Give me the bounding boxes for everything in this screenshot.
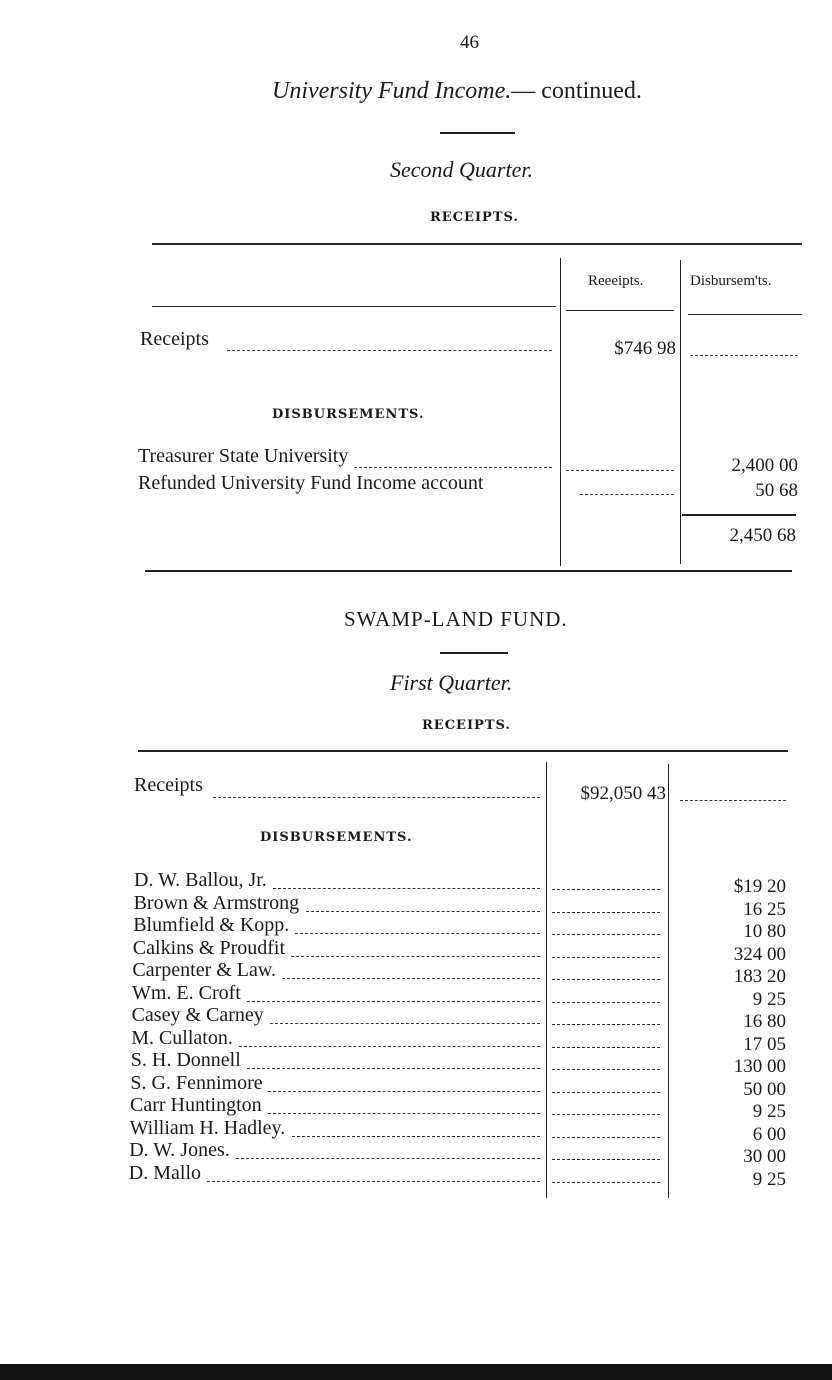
sec2-disb-leader-12 [236, 1158, 540, 1159]
sec2-disb-amount-7: 17 05 [743, 1033, 786, 1055]
sec1-col-disbursements: Disbursem'ts. [690, 273, 772, 289]
sec1-table-top-rule [152, 243, 802, 245]
sec1-disb-label-1: Refunded University Fund Income account [138, 472, 487, 495]
sec2-receipts-label: Receipts [134, 774, 207, 797]
sec2-disb-blank-2 [552, 934, 660, 935]
sec1-disb-label-0: Treasurer State University [138, 445, 352, 468]
sec1-header-rule-left [152, 306, 556, 307]
sec2-disb-blank-7 [552, 1047, 660, 1048]
sec2-disb-label-2: Blumfield & Kopp. [133, 914, 293, 937]
sec1-quarter-title: Second Quarter. [390, 157, 533, 182]
sec2-disb-amount-8: 130 00 [733, 1056, 786, 1077]
sec1-total-rule [682, 514, 796, 516]
heading-rest: — continued. [511, 78, 642, 104]
sec2-disb-amount-4: 183 20 [733, 966, 786, 987]
sec1-header-rule-right [688, 314, 802, 315]
sec2-disb-leader-1 [306, 911, 540, 912]
sec2-disb-leader-9 [268, 1091, 540, 1092]
sec2-disb-amount-2: 10 80 [743, 921, 786, 942]
sec2-disb-label-9: S. G. Fennimore [130, 1072, 266, 1095]
sec2-disb-leader-2 [295, 933, 540, 934]
sec1-receipts-amount: $746 98 [614, 338, 676, 359]
sec1-col-receipts: Reeeipts. [588, 273, 644, 289]
sec2-disb-blank-5 [552, 1002, 660, 1003]
sec2-disb-amount-10: 9 25 [752, 1101, 786, 1122]
sec2-disb-label-7: M. Cullaton. [131, 1027, 237, 1050]
sec2-disb-blank-10 [552, 1114, 660, 1115]
sec2-disb-blank-12 [552, 1159, 660, 1160]
sec2-disb-leader-5 [247, 1001, 540, 1002]
sec2-disb-amount-1: 16 25 [743, 898, 786, 920]
sec2-disb-leader-7 [239, 1046, 540, 1047]
sec2-disb-label-6: Casey & Carney [132, 1004, 268, 1027]
sec2-disb-amount-9: 50 00 [743, 1078, 786, 1100]
sec2-disb-amount-0: $19 20 [733, 876, 786, 897]
sec1-disb-amount-1: 50 68 [755, 480, 798, 501]
sec2-disb-leader-0 [273, 888, 540, 889]
sec1-disb-blank-0 [566, 470, 674, 471]
sec2-disb-label-1: Brown & Armstrong [134, 892, 304, 915]
sec2-disb-blank-4 [552, 979, 660, 980]
sec1-receipts-label: Receipts [140, 328, 213, 351]
scan-edge-bar [0, 1364, 832, 1380]
sec2-col-divider-2 [668, 764, 669, 1198]
sec1-disb-title: DISBURSEMENTS. [272, 407, 425, 422]
sec2-disb-blank-11 [552, 1137, 660, 1138]
sec2-disb-label-8: S. H. Donnell [131, 1049, 245, 1072]
sec2-disb-amount-3: 324 00 [733, 943, 786, 965]
sec2-receipts-disb-blank [680, 800, 786, 801]
sec2-disb-leader-4 [282, 978, 540, 979]
sec2-disb-label-12: D. W. Jones. [129, 1139, 234, 1162]
sec2-disb-label-4: Carpenter & Law. [132, 959, 280, 982]
sec2-disb-amount-13: 9 25 [752, 1168, 786, 1190]
sec2-disb-label-10: Carr Huntington [130, 1094, 266, 1117]
sec2-disb-leader-11 [292, 1136, 540, 1137]
sec2-receipts-leader [213, 797, 540, 798]
heading-rule [440, 132, 515, 134]
sec2-disb-leader-8 [247, 1068, 540, 1069]
sec2-fund-title: SWAMP-LAND FUND. [344, 607, 568, 631]
sec1-disb-leader-0 [354, 467, 552, 468]
sec2-disb-amount-12: 30 00 [743, 1146, 786, 1167]
sec2-disb-label-5: Wm. E. Croft [132, 982, 245, 1005]
sec1-receipts-title: RECEIPTS. [430, 210, 519, 225]
sec2-disb-title: DISBURSEMENTS. [260, 830, 413, 845]
sec2-disb-blank-9 [552, 1092, 660, 1093]
sec2-disb-blank-0 [552, 889, 660, 890]
sec2-disb-label-13: D. Mallo [129, 1162, 205, 1185]
sec1-receipts-leader [227, 350, 552, 351]
sec2-disb-label-0: D. W. Ballou, Jr. [134, 869, 271, 892]
sec1-disb-amount-0: 2,400 00 [731, 455, 798, 476]
sec2-disb-amount-6: 16 80 [743, 1011, 786, 1032]
sec1-receipts-disb-blank [690, 355, 798, 356]
sec2-quarter-title: First Quarter. [390, 670, 513, 695]
sec2-disb-blank-1 [552, 912, 660, 913]
heading-italic: University Fund Income. [272, 78, 512, 104]
sec2-disb-amount-11: 6 00 [752, 1123, 786, 1145]
page-heading [272, 78, 642, 105]
sec2-disb-blank-6 [552, 1024, 660, 1025]
sec1-header-rule-mid [566, 310, 674, 311]
sec2-disb-leader-3 [291, 956, 540, 957]
sec1-col-divider-2 [680, 260, 681, 564]
sec2-receipts-amount: $92,050 43 [580, 783, 666, 804]
sec1-table-bottom-rule [145, 570, 792, 572]
sec2-receipts-title: RECEIPTS. [422, 718, 511, 733]
sec2-col-divider-1 [546, 762, 547, 1198]
sec1-total: 2,450 68 [729, 525, 796, 546]
sec2-disb-leader-13 [207, 1181, 540, 1182]
sec2-disb-blank-3 [552, 957, 660, 958]
sec2-disb-blank-8 [552, 1069, 660, 1070]
sec2-disb-amount-5: 9 25 [752, 988, 786, 1010]
sec2-disb-leader-6 [270, 1023, 540, 1024]
sec2-disb-blank-13 [552, 1182, 660, 1183]
sec1-disb-blank-1 [580, 494, 674, 495]
sec2-disb-label-3: Calkins & Proudfit [133, 937, 289, 960]
page-number: 46 [460, 32, 479, 53]
sec2-title-rule [440, 652, 508, 654]
sec2-disb-label-11: William H. Hadley. [130, 1117, 290, 1140]
sec2-table-top-rule [138, 750, 788, 752]
sec2-disb-leader-10 [268, 1113, 540, 1114]
sec1-col-divider-1 [560, 258, 561, 566]
